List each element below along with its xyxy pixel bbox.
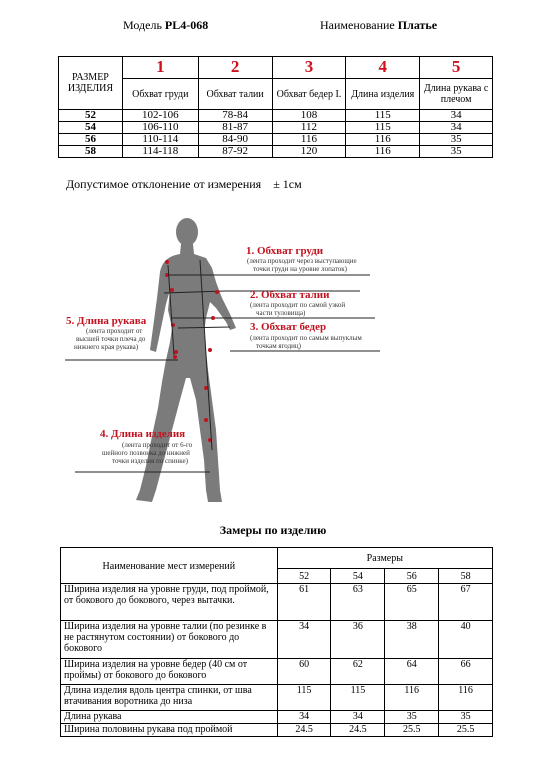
product-name-value: Платье [397, 18, 438, 32]
measure-value: 25.5 [439, 724, 493, 737]
size-cell: 52 [59, 110, 123, 122]
size-header-cell [59, 57, 123, 110]
table-row [59, 134, 493, 146]
value-cell: 110-114 [122, 134, 198, 146]
col-caption-waist: Обхват талии [198, 79, 272, 110]
label-sleeve-desc-1: (лента проходит от [86, 327, 143, 335]
measure-value: 34 [277, 621, 331, 659]
model-value: PL4-068 [164, 18, 209, 32]
label-waist-desc-1: (лента проходит по самой узкой [250, 301, 346, 309]
measure-value: 115 [331, 685, 385, 711]
measure-value: 25.5 [385, 724, 439, 737]
label-length-desc-3: точки изделия по спинке) [112, 457, 188, 465]
name-header-cell [61, 548, 278, 584]
size-cell: 58 [59, 146, 123, 158]
tolerance-text: Допустимое отклонение от измерения [66, 177, 262, 191]
value-cell: 84-90 [198, 134, 272, 146]
size-cell: 56 [59, 134, 123, 146]
label-sleeve [66, 315, 147, 351]
measure-value: 34 [277, 711, 331, 724]
tolerance-line [66, 177, 302, 192]
value-cell: 35 [420, 134, 493, 146]
table-row [61, 724, 493, 737]
measure-value: 67 [439, 584, 493, 621]
product-name-label: Наименование [320, 18, 395, 32]
value-cell: 115 [346, 122, 420, 134]
measure-value: 40 [439, 621, 493, 659]
value-cell: 112 [272, 122, 346, 134]
measure-name: Ширина изделия на уровне талии (по резинке в не растянутом состоянии) от бокового до бокового [61, 621, 278, 659]
col-num-3: 3 [272, 57, 346, 79]
value-cell: 81-87 [198, 122, 272, 134]
measurement-figure [60, 210, 490, 510]
measure-name: Ширина изделия на уровне груди, под проймой, от бокового до бокового, через вытачки. [61, 584, 278, 621]
value-cell: 102-106 [122, 110, 198, 122]
table-row [59, 110, 493, 122]
value-cell: 114-118 [122, 146, 198, 158]
table-row [59, 146, 493, 158]
label-sleeve-desc-2: высшей точки плеча до [76, 335, 146, 343]
measure-name: Длина рукава [61, 711, 278, 724]
product-name-line [320, 18, 437, 33]
size-col-header: 58 [439, 569, 493, 584]
table-row [59, 122, 493, 134]
measure-value: 35 [385, 711, 439, 724]
model-line [123, 18, 208, 33]
measure-name: Ширина изделия на уровне бедер (40 см от проймы) от бокового до бокового [61, 659, 278, 685]
value-cell: 116 [346, 134, 420, 146]
label-sleeve-title: 5. Длина рукава [66, 315, 147, 327]
measure-value: 34 [331, 711, 385, 724]
measure-value: 115 [277, 685, 331, 711]
measure-name: Длина изделия вдоль центра спинки, от шва втачивания воротника до низа [61, 685, 278, 711]
measure-value: 62 [331, 659, 385, 685]
col-num-5: 5 [420, 57, 493, 79]
value-cell: 120 [272, 146, 346, 158]
measure-value: 61 [277, 584, 331, 621]
label-hips-title: 3. Обхват бедер [250, 321, 327, 333]
value-cell: 116 [346, 146, 420, 158]
measure-value: 66 [439, 659, 493, 685]
value-cell: 34 [420, 122, 493, 134]
measure-value: 65 [385, 584, 439, 621]
col-num-1: 1 [122, 57, 198, 79]
measure-value: 36 [331, 621, 385, 659]
size-table [58, 56, 493, 158]
col-caption-chest: Обхват груди [122, 79, 198, 110]
product-table [60, 547, 493, 737]
model-label: Модель [123, 18, 162, 32]
label-waist-title: 2. Обхват талии [250, 289, 330, 301]
label-sleeve-desc-3: нижнего края рукава) [74, 343, 139, 351]
label-chest-desc-1: (лента проходит через выступающие [247, 257, 357, 265]
value-cell: 116 [272, 134, 346, 146]
size-col-header: 54 [331, 569, 385, 584]
value-cell: 87-92 [198, 146, 272, 158]
label-hips [250, 321, 362, 350]
col-caption-hips: Обхват бедер I. [272, 79, 346, 110]
measure-value: 24.5 [331, 724, 385, 737]
label-length-desc-1: (лента проходит от 6-го [122, 441, 193, 449]
label-length-title: 4. Длина изделия [100, 428, 186, 440]
label-chest-desc-2: точки груди на уровне лопаток) [253, 265, 347, 273]
measure-value: 38 [385, 621, 439, 659]
value-cell: 34 [420, 110, 493, 122]
table-row [61, 685, 493, 711]
value-cell: 78-84 [198, 110, 272, 122]
table-row [61, 621, 493, 659]
table-row [61, 711, 493, 724]
label-length-desc-2: шейного позвонка до нижней [102, 449, 190, 457]
size-col-header: 52 [277, 569, 331, 584]
label-waist-desc-2: части туловища) [256, 309, 306, 317]
measure-name: Ширина половины рукава под проймой [61, 724, 278, 737]
value-cell: 108 [272, 110, 346, 122]
tolerance-value: ± 1см [273, 177, 302, 191]
name-header: Наименование мест измерений [102, 561, 236, 572]
measure-value: 63 [331, 584, 385, 621]
label-waist [250, 289, 345, 317]
value-cell: 35 [420, 146, 493, 158]
value-cell: 115 [346, 110, 420, 122]
value-cell: 106-110 [122, 122, 198, 134]
label-length [100, 428, 193, 465]
measure-value: 116 [385, 685, 439, 711]
col-caption-sleeve: Длина рукава с плечом [420, 79, 493, 110]
size-cell: 54 [59, 122, 123, 134]
measure-value: 24.5 [277, 724, 331, 737]
col-num-2: 2 [198, 57, 272, 79]
col-num-4: 4 [346, 57, 420, 79]
col-caption-length: Длина изделия [346, 79, 420, 110]
measure-value: 60 [277, 659, 331, 685]
measure-value: 35 [439, 711, 493, 724]
size-col-header: 56 [385, 569, 439, 584]
label-hips-desc-2: точкам ягодиц) [256, 342, 301, 350]
measure-value: 116 [439, 685, 493, 711]
label-chest-title: 1. Обхват груди [246, 245, 324, 257]
table-row [61, 659, 493, 685]
size-header: РАЗМЕР ИЗДЕЛИЯ [67, 72, 113, 94]
section-title: Замеры по изделию [219, 523, 327, 537]
sizes-header: Размеры [277, 548, 492, 569]
label-hips-desc-1: (лента проходит по самым выпуклым [250, 334, 362, 342]
measure-value: 64 [385, 659, 439, 685]
table-row [61, 584, 493, 621]
label-chest [246, 245, 357, 273]
